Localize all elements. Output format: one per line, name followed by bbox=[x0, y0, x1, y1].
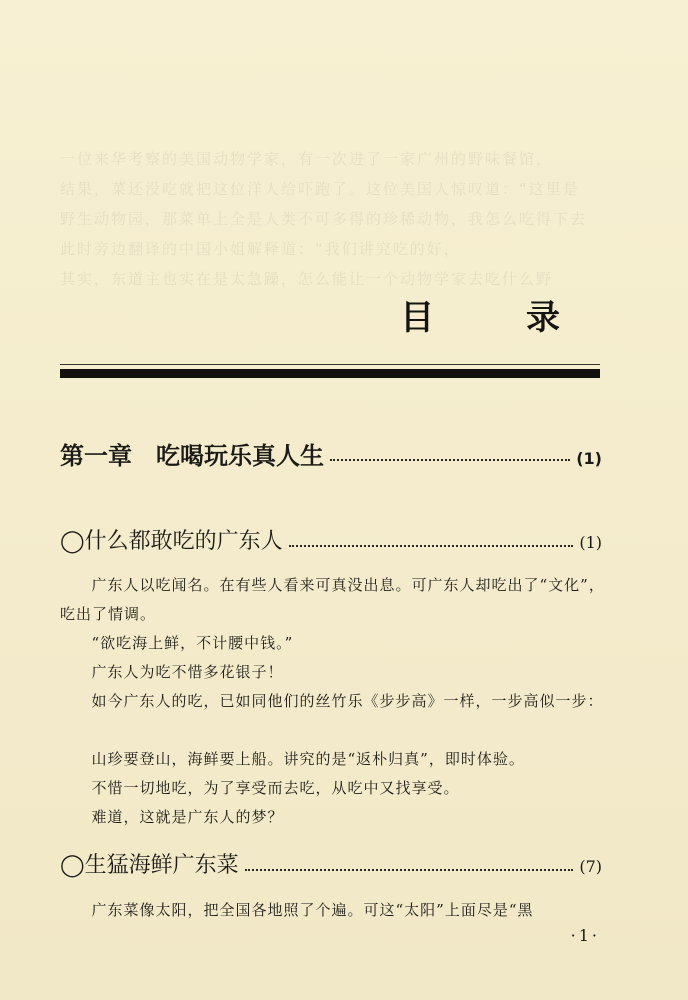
page-ref: (1) bbox=[576, 449, 602, 468]
summary-paragraph: 广东菜像太阳，把全国各地照了个遍。可这“太阳”上面尽是“黑 bbox=[91, 901, 534, 919]
page-ref: (7) bbox=[579, 857, 602, 876]
summary-paragraph: 广东人为吃不惜多花银子！ bbox=[91, 663, 284, 681]
bleed-through-text: 野生动物园，那菜单上全是人类不可多得的珍稀动物，我怎么吃得下去 bbox=[60, 210, 588, 228]
chapter-title: 第一章 吃喝玩乐真人生 bbox=[60, 442, 324, 470]
summary-paragraph: 广东人以吃闻名。在有些人看来可真没出息。可广东人却吃出了“文化”，吃出了情调。 bbox=[60, 576, 605, 623]
summary-paragraph: “欲吃海上鲜，不计腰中钱。” bbox=[91, 634, 294, 652]
toc-entry-chapter-1[interactable] bbox=[60, 436, 602, 471]
bleed-through-text: 其实，东道主也实在是太急躁，怎么能让一个动物学家去吃什么野 bbox=[60, 270, 554, 288]
leader-dots bbox=[289, 545, 574, 547]
bleed-through-text: 一位来华考察的美国动物学家，有一次进了一家广州的野味餐馆， bbox=[60, 150, 554, 168]
toc-entry-section-2[interactable] bbox=[60, 848, 602, 879]
toc-title: 目 录 bbox=[400, 298, 600, 338]
leader-dots bbox=[245, 869, 574, 871]
page-ref: (1) bbox=[579, 533, 602, 552]
summary-paragraph: 如今广东人的吃，已如同他们的丝竹乐《步步高》一样，一步高似一步： bbox=[91, 692, 604, 710]
summary-paragraph: 不惜一切地吃，为了享受而去吃，从吃中又找享受。 bbox=[91, 779, 460, 797]
title-rule-thin bbox=[60, 364, 600, 365]
page-number: ·1· bbox=[570, 926, 600, 945]
section-title: ◯生猛海鲜广东菜 bbox=[60, 853, 239, 878]
summary-paragraph: 难道，这就是广东人的梦？ bbox=[91, 808, 284, 826]
summary-paragraph: 山珍要登山，海鲜要上船。讲究的是“返朴归真”，即时体验。 bbox=[91, 750, 525, 768]
title-rule-thick bbox=[60, 369, 600, 378]
bleed-through-text: 结果，菜还没吃就把这位洋人给吓跑了。这位美国人惊叹道：“这里是 bbox=[60, 180, 580, 198]
toc-entry-section-1[interactable] bbox=[60, 524, 602, 555]
bleed-through-text: 此时旁边翻译的中国小姐解释道：“我们讲究吃的好， bbox=[60, 240, 461, 258]
leader-dots bbox=[330, 459, 570, 461]
section-title: ◯什么都敢吃的广东人 bbox=[60, 529, 283, 554]
